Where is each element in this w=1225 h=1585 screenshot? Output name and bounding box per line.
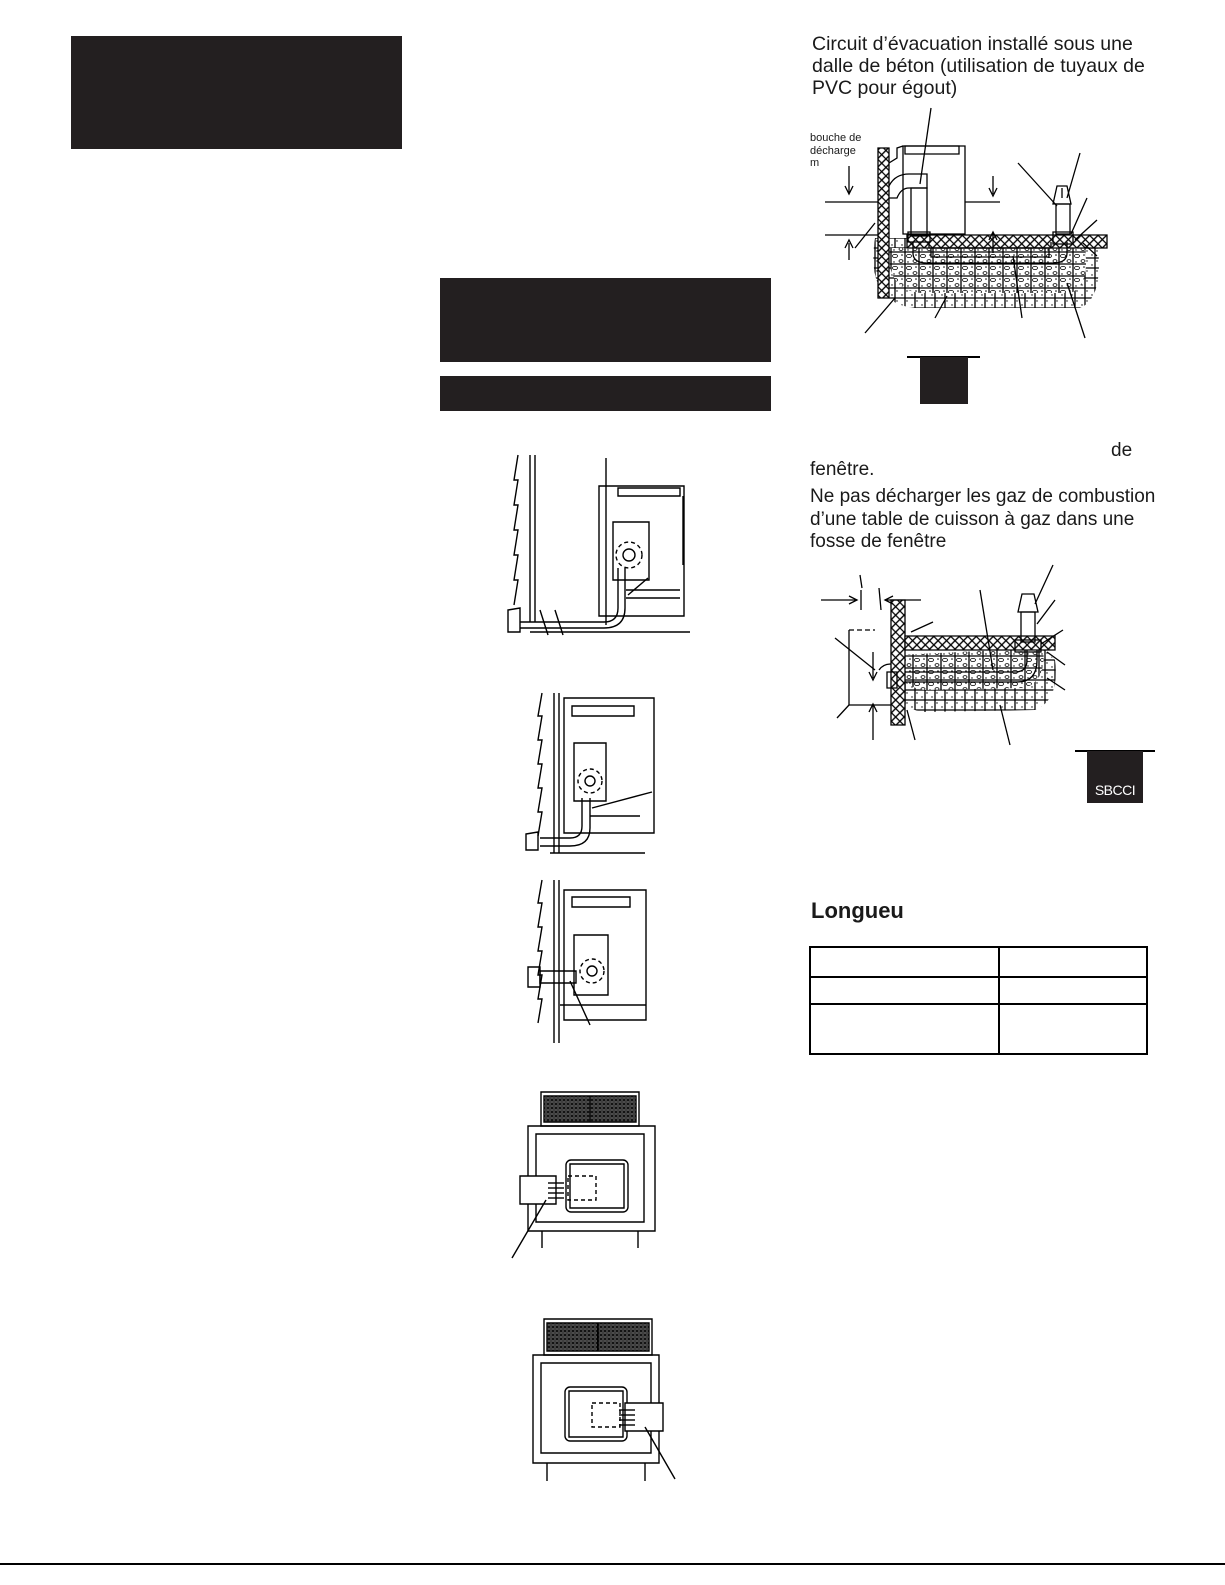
vent-stack — [1056, 204, 1070, 234]
section-title-under-slab: Circuit d’évacuation installé sous une dalle de béton (utilisation de tuyaux de PVC pour égout) — [812, 33, 1145, 99]
code-badge-text: SBCCI — [1094, 782, 1136, 798]
cooktop-panel — [618, 488, 680, 496]
marker-block-1 — [920, 357, 968, 404]
basement-wall — [891, 600, 905, 725]
window-well — [849, 630, 891, 705]
exhaust-duct — [520, 568, 625, 628]
figure-rear-exhaust-floor — [500, 450, 700, 640]
table-cell — [999, 1004, 1147, 1054]
table-cell — [810, 1004, 999, 1054]
table-cell — [999, 947, 1147, 977]
middle-header-block — [440, 278, 771, 362]
vent-label: bouche de décharge m — [810, 132, 862, 169]
window-well-tail-word: de — [1111, 440, 1133, 461]
wall-siding — [514, 455, 535, 622]
foundation-wall — [878, 148, 889, 298]
figure-front-view-exhaust-left — [508, 1088, 668, 1263]
window-well-tail-line: fenêtre. — [810, 459, 875, 480]
vertical-pipe — [911, 188, 927, 236]
table-cell — [999, 977, 1147, 1004]
figure-front-view-exhaust-right — [525, 1315, 690, 1485]
exhaust-duct-right — [625, 1403, 663, 1431]
figure-under-slab-vent — [835, 108, 1110, 340]
middle-subheader-bar — [440, 376, 771, 411]
length-table — [809, 946, 1148, 1055]
range-cabinet — [903, 146, 965, 234]
table-cell — [810, 977, 999, 1004]
page-bottom-rule — [0, 1563, 1225, 1565]
table-row — [810, 1004, 1147, 1054]
left-header-block — [71, 36, 402, 149]
blower-fan — [616, 542, 642, 568]
figure-rear-exhaust-low-wall — [520, 688, 660, 863]
table-row — [810, 947, 1147, 977]
table-cell — [810, 947, 999, 977]
code-badge-block — [1087, 751, 1143, 803]
warning-text: Ne pas décharger les gaz de combustion d’une table de cuisson à gaz dans une fosse de fenêtre — [810, 486, 1156, 552]
wall-cap — [508, 608, 520, 632]
exhaust-duct-low — [540, 798, 590, 846]
slab-over-gravel — [905, 636, 1055, 650]
table-row — [810, 977, 1147, 1004]
figure-rear-exhaust-straight — [520, 875, 650, 1045]
exhaust-duct-left — [520, 1176, 556, 1204]
concrete-slab — [907, 235, 1107, 248]
length-heading: Longueu — [811, 898, 904, 923]
figure-window-well-vent — [815, 560, 1065, 760]
